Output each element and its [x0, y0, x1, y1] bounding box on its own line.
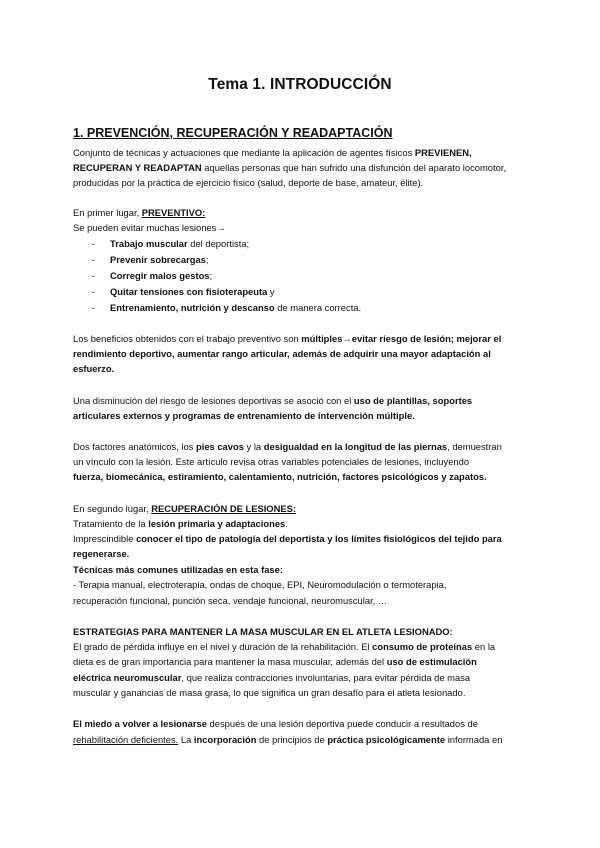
text-bold: pies cavos: [195, 441, 244, 452]
recuperacion-line-5: Técnicas más comunes utilizadas en esta fase:: [73, 564, 283, 575]
text: y: [267, 286, 275, 297]
bullet-item: [110, 302, 361, 314]
estrategias-line-3: [73, 672, 470, 684]
recuperacion-line-2: [73, 518, 288, 530]
text: ;: [205, 254, 209, 265]
text-bold: eléctrica neuromuscular: [73, 672, 182, 683]
estrategias-heading: ESTRATEGIAS PARA MANTENER LA MASA MUSCULAR EN EL ATLETA LESIONADO:: [73, 626, 453, 637]
text: , demuestran: [447, 441, 502, 452]
miedo-line-1: [73, 718, 478, 730]
text-bold: práctica psicológicamente: [327, 734, 446, 745]
bullet-dash: -: [92, 254, 96, 265]
preventivo-sub: Se pueden evitar muchas lesiones→: [73, 222, 226, 233]
text: El grado de pérdida influye en el nivel y duración de la rehabilitación. El: [73, 641, 373, 652]
miedo-line-2: [73, 734, 502, 746]
text-bold: Prevenir sobrecargas: [110, 254, 206, 265]
text-bold: El miedo a volver a lesionarse: [73, 718, 207, 729]
text-bold: Trabajo muscular: [110, 238, 188, 249]
text-bold: Entrenamiento, nutrición y descanso: [110, 302, 275, 313]
text-bold: RECUPERAN Y READAPTAN: [73, 162, 202, 173]
factores-line-1: [73, 441, 502, 453]
text: Imprescindible: [73, 533, 137, 544]
text-bold: Quitar tensiones con fisioterapeuta: [110, 286, 268, 297]
text: dieta es de gran importancia para mantener la masa muscular, además del: [73, 656, 387, 667]
recuperacion-label: RECUPERACIÓN DE LESIONES:: [151, 503, 296, 514]
text: Una disminución del riesgo de lesiones deportivas se asoció con el: [73, 395, 354, 406]
intro-line-2: [73, 162, 506, 174]
text: de manera correcta.: [274, 302, 362, 313]
estrategias-line-2: [73, 656, 477, 668]
beneficios-line-1: [73, 333, 501, 345]
intro-line-1: [73, 147, 472, 159]
text-underlined: rehabilitación deficientes.: [73, 734, 179, 745]
text: , que realiza contracciones involuntarias, para evitar pérdida de masa: [181, 672, 471, 683]
bullet-item: [110, 286, 275, 298]
preventivo-label: PREVENTIVO:: [141, 207, 206, 218]
text: Conjunto de técnicas y actuaciones que mediante la aplicación de agentes físicos: [73, 147, 415, 158]
text: informada en: [445, 734, 503, 745]
text: La: [178, 734, 194, 745]
text-bold: Corregir malos gestos: [110, 270, 210, 281]
recuperacion-line-7: recuperación funcional, punción seca, vendaje funcional, neuromuscular, …: [73, 595, 388, 606]
bullet-dash: -: [92, 302, 96, 313]
text: Tratamiento de la: [73, 518, 149, 529]
factores-line-3: fuerza, biomecánica, estiramiento, calentamiento, nutrición, factores psicológicos y zapatos.: [73, 471, 487, 482]
bullet-item: [110, 254, 209, 266]
text: Los beneficios obtenidos con el trabajo preventivo son: [73, 333, 302, 344]
recuperacion-line-6: - Terapia manual, electroterapia, ondas de choque, EPI, Neuromodulación o termoterapia,: [73, 579, 447, 590]
text: de principios de: [256, 734, 328, 745]
bullet-dash: -: [92, 238, 96, 249]
text-bold: múltiples→evitar riesgo de lesión; mejorar el: [301, 333, 502, 344]
text-bold: conocer el tipo de patología del deportista y los límites fisiológicos del tejido para: [136, 533, 502, 544]
text: del deportista;: [187, 238, 250, 249]
text: En primer lugar,: [73, 207, 142, 218]
text: en la: [472, 641, 496, 652]
recuperacion-line-3: [73, 533, 502, 545]
disminucion-line-2: articulares externos y programas de entrenamiento de intervención múltiple.: [73, 410, 415, 421]
disminucion-line-1: [73, 395, 472, 407]
text: y la: [243, 441, 264, 452]
bullet-item: [110, 270, 212, 282]
text: En segundo lugar,: [73, 503, 152, 514]
bullet-item: [110, 238, 249, 250]
recuperacion-line-4: regenerarse.: [73, 548, 130, 559]
estrategias-line-1: [73, 641, 495, 653]
text: ;: [209, 270, 213, 281]
text: aquellas personas que han sufrido una disfunción del aparato locomotor,: [201, 162, 507, 173]
text-bold: lesión primaria y adaptaciones: [148, 518, 286, 529]
page-title: Tema 1. INTRODUCCIÓN: [208, 76, 392, 93]
factores-line-2: un vínculo con la lesión. Este artículo revisa otras variables potenciales de lesiones, incluyendo: [73, 456, 470, 467]
text-bold: consumo de proteínas: [372, 641, 473, 652]
text-bold: uso de plantillas, soportes: [353, 395, 473, 406]
text-bold: desigualdad en la longitud de las piernas: [263, 441, 448, 452]
section-heading: 1. PREVENCIÓN, RECUPERACIÓN Y READAPTACIÓN: [73, 126, 393, 140]
beneficios-line-3: esfuerzo.: [73, 363, 115, 374]
preventivo-lead: [73, 207, 205, 219]
recuperacion-lead: [73, 503, 296, 515]
bullet-dash: -: [92, 270, 96, 281]
text: Dos factores anatómicos, los: [73, 441, 196, 452]
text: .: [285, 518, 288, 529]
bullet-dash: -: [92, 286, 96, 297]
text-bold: incorporación: [193, 734, 257, 745]
text-bold: PREVIENEN,: [414, 147, 472, 158]
beneficios-line-2: rendimiento deportivo, aumentar rango articular, además de adquirir una mayor adaptación al: [73, 348, 491, 359]
text: después de una lesión deportiva puede conducir a resultados de: [206, 718, 478, 729]
estrategias-line-4: muscular y ganancias de masa grasa, lo que significa un gran desafío para el atleta lesionado.: [73, 687, 466, 698]
text-bold: uso de estimulación: [386, 656, 477, 667]
intro-line-3: producidas por la práctica de ejercicio físico (salud, deporte de base, amateur, élite).: [73, 177, 424, 188]
